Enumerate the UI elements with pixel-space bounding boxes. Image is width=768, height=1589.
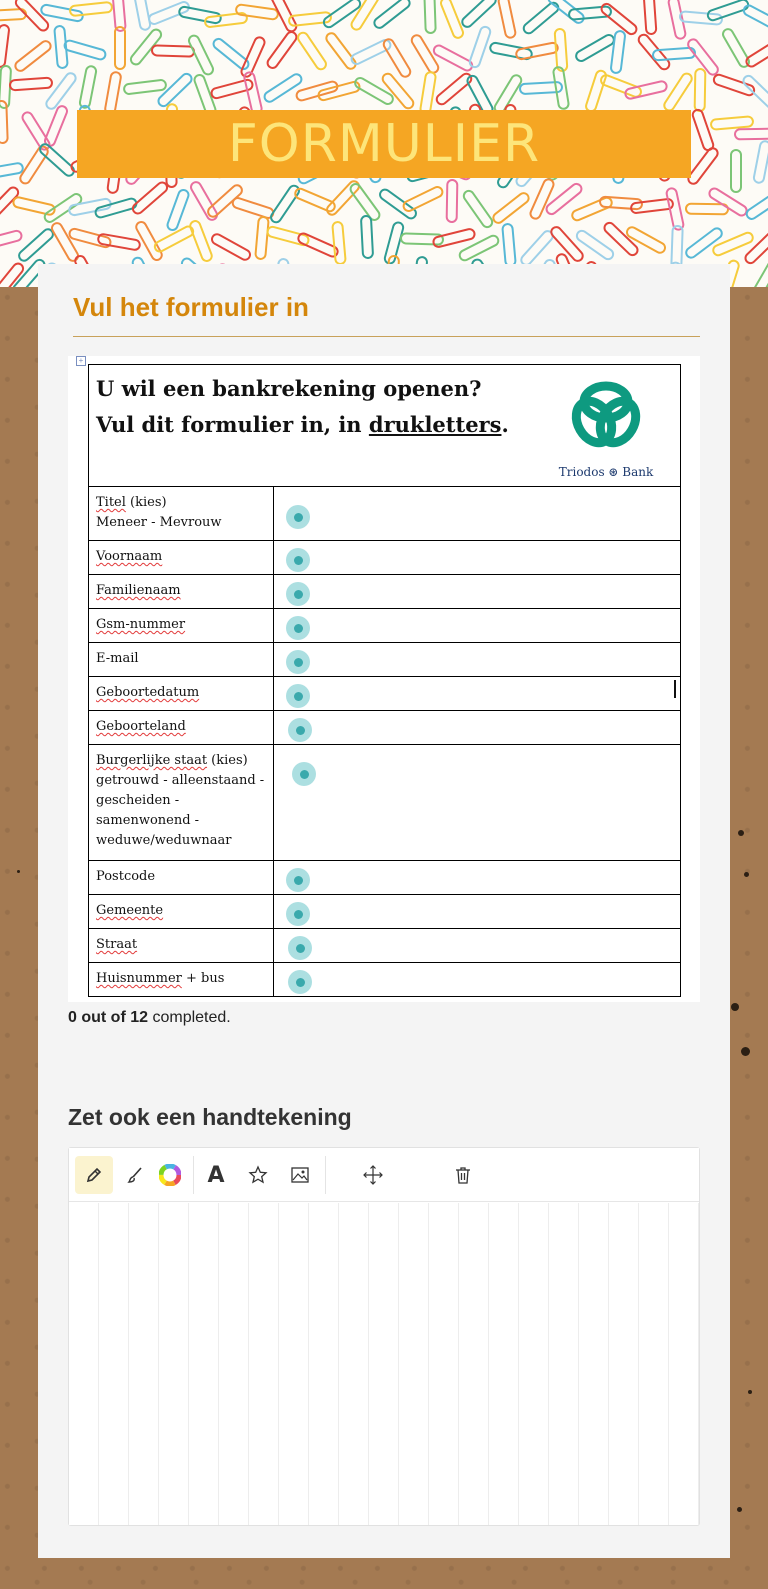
page-title: FORMULIER <box>227 114 541 174</box>
form-row-label <box>89 609 274 643</box>
field-label-note: (kies) <box>207 753 248 768</box>
form-heading-line2: Vul dit formulier in, in drukletters. <box>96 412 509 437</box>
signature-drawing-widget <box>68 1147 700 1526</box>
form-document <box>68 356 700 1002</box>
form-row-answer <box>274 745 681 861</box>
progress-status: 0 out of 12 completed. <box>68 1009 231 1026</box>
answer-hotspot[interactable] <box>288 718 312 742</box>
form-row <box>89 575 681 609</box>
field-label: Burgerlijke staat <box>96 753 208 768</box>
worksheet-card <box>38 264 730 1558</box>
field-label-note: (kies) <box>125 495 167 510</box>
form-row-answer <box>274 677 681 711</box>
move-icon[interactable] <box>354 1156 392 1194</box>
field-label: Geboortedatum <box>96 685 200 700</box>
answer-hotspot[interactable] <box>286 548 310 572</box>
answer-hotspot[interactable] <box>286 505 310 529</box>
form-row-label <box>89 861 274 895</box>
answer-hotspot[interactable] <box>288 936 312 960</box>
field-label-note: + bus <box>181 971 225 986</box>
form-row <box>89 861 681 895</box>
field-options: Meneer - Mevrouw <box>96 515 222 530</box>
pencil-icon[interactable] <box>75 1156 113 1194</box>
form-row-label <box>89 929 274 963</box>
field-label: Voornaam <box>96 549 163 564</box>
form-row-label <box>89 895 274 929</box>
form-row-label <box>89 677 274 711</box>
form-row <box>89 895 681 929</box>
form-row-answer <box>274 711 681 745</box>
header-banner-area <box>0 0 768 287</box>
table-move-icon: + <box>76 356 86 366</box>
field-label: Familienaam <box>96 583 181 598</box>
field-label: Straat <box>96 937 138 952</box>
form-row <box>89 643 681 677</box>
answer-hotspot[interactable] <box>286 650 310 674</box>
answer-hotspot[interactable] <box>286 868 310 892</box>
field-label: Gsm-nummer <box>96 617 186 632</box>
brush-icon[interactable] <box>117 1156 155 1194</box>
form-row-answer <box>274 929 681 963</box>
form-row-label <box>89 745 274 861</box>
drawing-canvas[interactable] <box>69 1203 699 1525</box>
form-row-answer <box>274 609 681 643</box>
field-label: Geboorteland <box>96 719 186 734</box>
form-row-label <box>89 963 274 997</box>
form-row-answer <box>274 541 681 575</box>
answer-hotspot[interactable] <box>292 762 316 786</box>
answer-hotspot[interactable] <box>286 616 310 640</box>
form-row-label <box>89 541 274 575</box>
field-label: Postcode <box>96 869 156 884</box>
form-row-label <box>89 575 274 609</box>
form-row-answer <box>274 895 681 929</box>
form-row <box>89 609 681 643</box>
form-row <box>89 929 681 963</box>
section-title: Vul het formulier in <box>73 292 309 322</box>
triodos-logo-icon <box>567 375 645 453</box>
form-row <box>89 711 681 745</box>
form-row <box>89 745 681 861</box>
form-row <box>89 963 681 997</box>
text-cursor <box>674 680 676 698</box>
drawing-toolbar <box>69 1148 699 1202</box>
text-icon[interactable]: A <box>207 1162 225 1188</box>
form-row-label <box>89 643 274 677</box>
form-row-label <box>89 711 274 745</box>
field-label: E-mail <box>96 651 139 666</box>
signature-title: Zet ook een handtekening <box>68 1104 352 1130</box>
field-label: Titel <box>96 495 126 510</box>
form-row-answer <box>274 861 681 895</box>
color-wheel-icon[interactable] <box>151 1156 189 1194</box>
form-row <box>89 541 681 575</box>
form-row-answer <box>274 643 681 677</box>
form-row <box>89 487 681 541</box>
star-icon[interactable] <box>239 1156 277 1194</box>
bank-logo-text: Triodos ⊛ Bank <box>558 465 654 479</box>
form-row-answer <box>274 575 681 609</box>
field-label: Huisnummer <box>96 971 182 986</box>
answer-hotspot[interactable] <box>286 684 310 708</box>
field-label: Gemeente <box>96 903 164 918</box>
section-divider <box>73 336 700 337</box>
form-row-label <box>89 487 274 541</box>
field-options: getrouwd - alleenstaand - gescheiden - samenwonend - weduwe/weduwnaar <box>96 773 265 848</box>
answer-hotspot[interactable] <box>286 902 310 926</box>
form-table <box>88 364 681 997</box>
trash-icon[interactable] <box>444 1156 482 1194</box>
answer-hotspot[interactable] <box>286 582 310 606</box>
bank-logo <box>554 375 658 482</box>
answer-hotspot[interactable] <box>288 970 312 994</box>
image-icon[interactable] <box>281 1156 319 1194</box>
title-banner <box>77 110 691 178</box>
form-row <box>89 677 681 711</box>
form-row-answer <box>274 487 681 541</box>
form-heading-line1: U wil een bankrekening openen? <box>96 376 482 401</box>
form-heading-cell <box>89 365 681 487</box>
form-row-answer <box>274 963 681 997</box>
